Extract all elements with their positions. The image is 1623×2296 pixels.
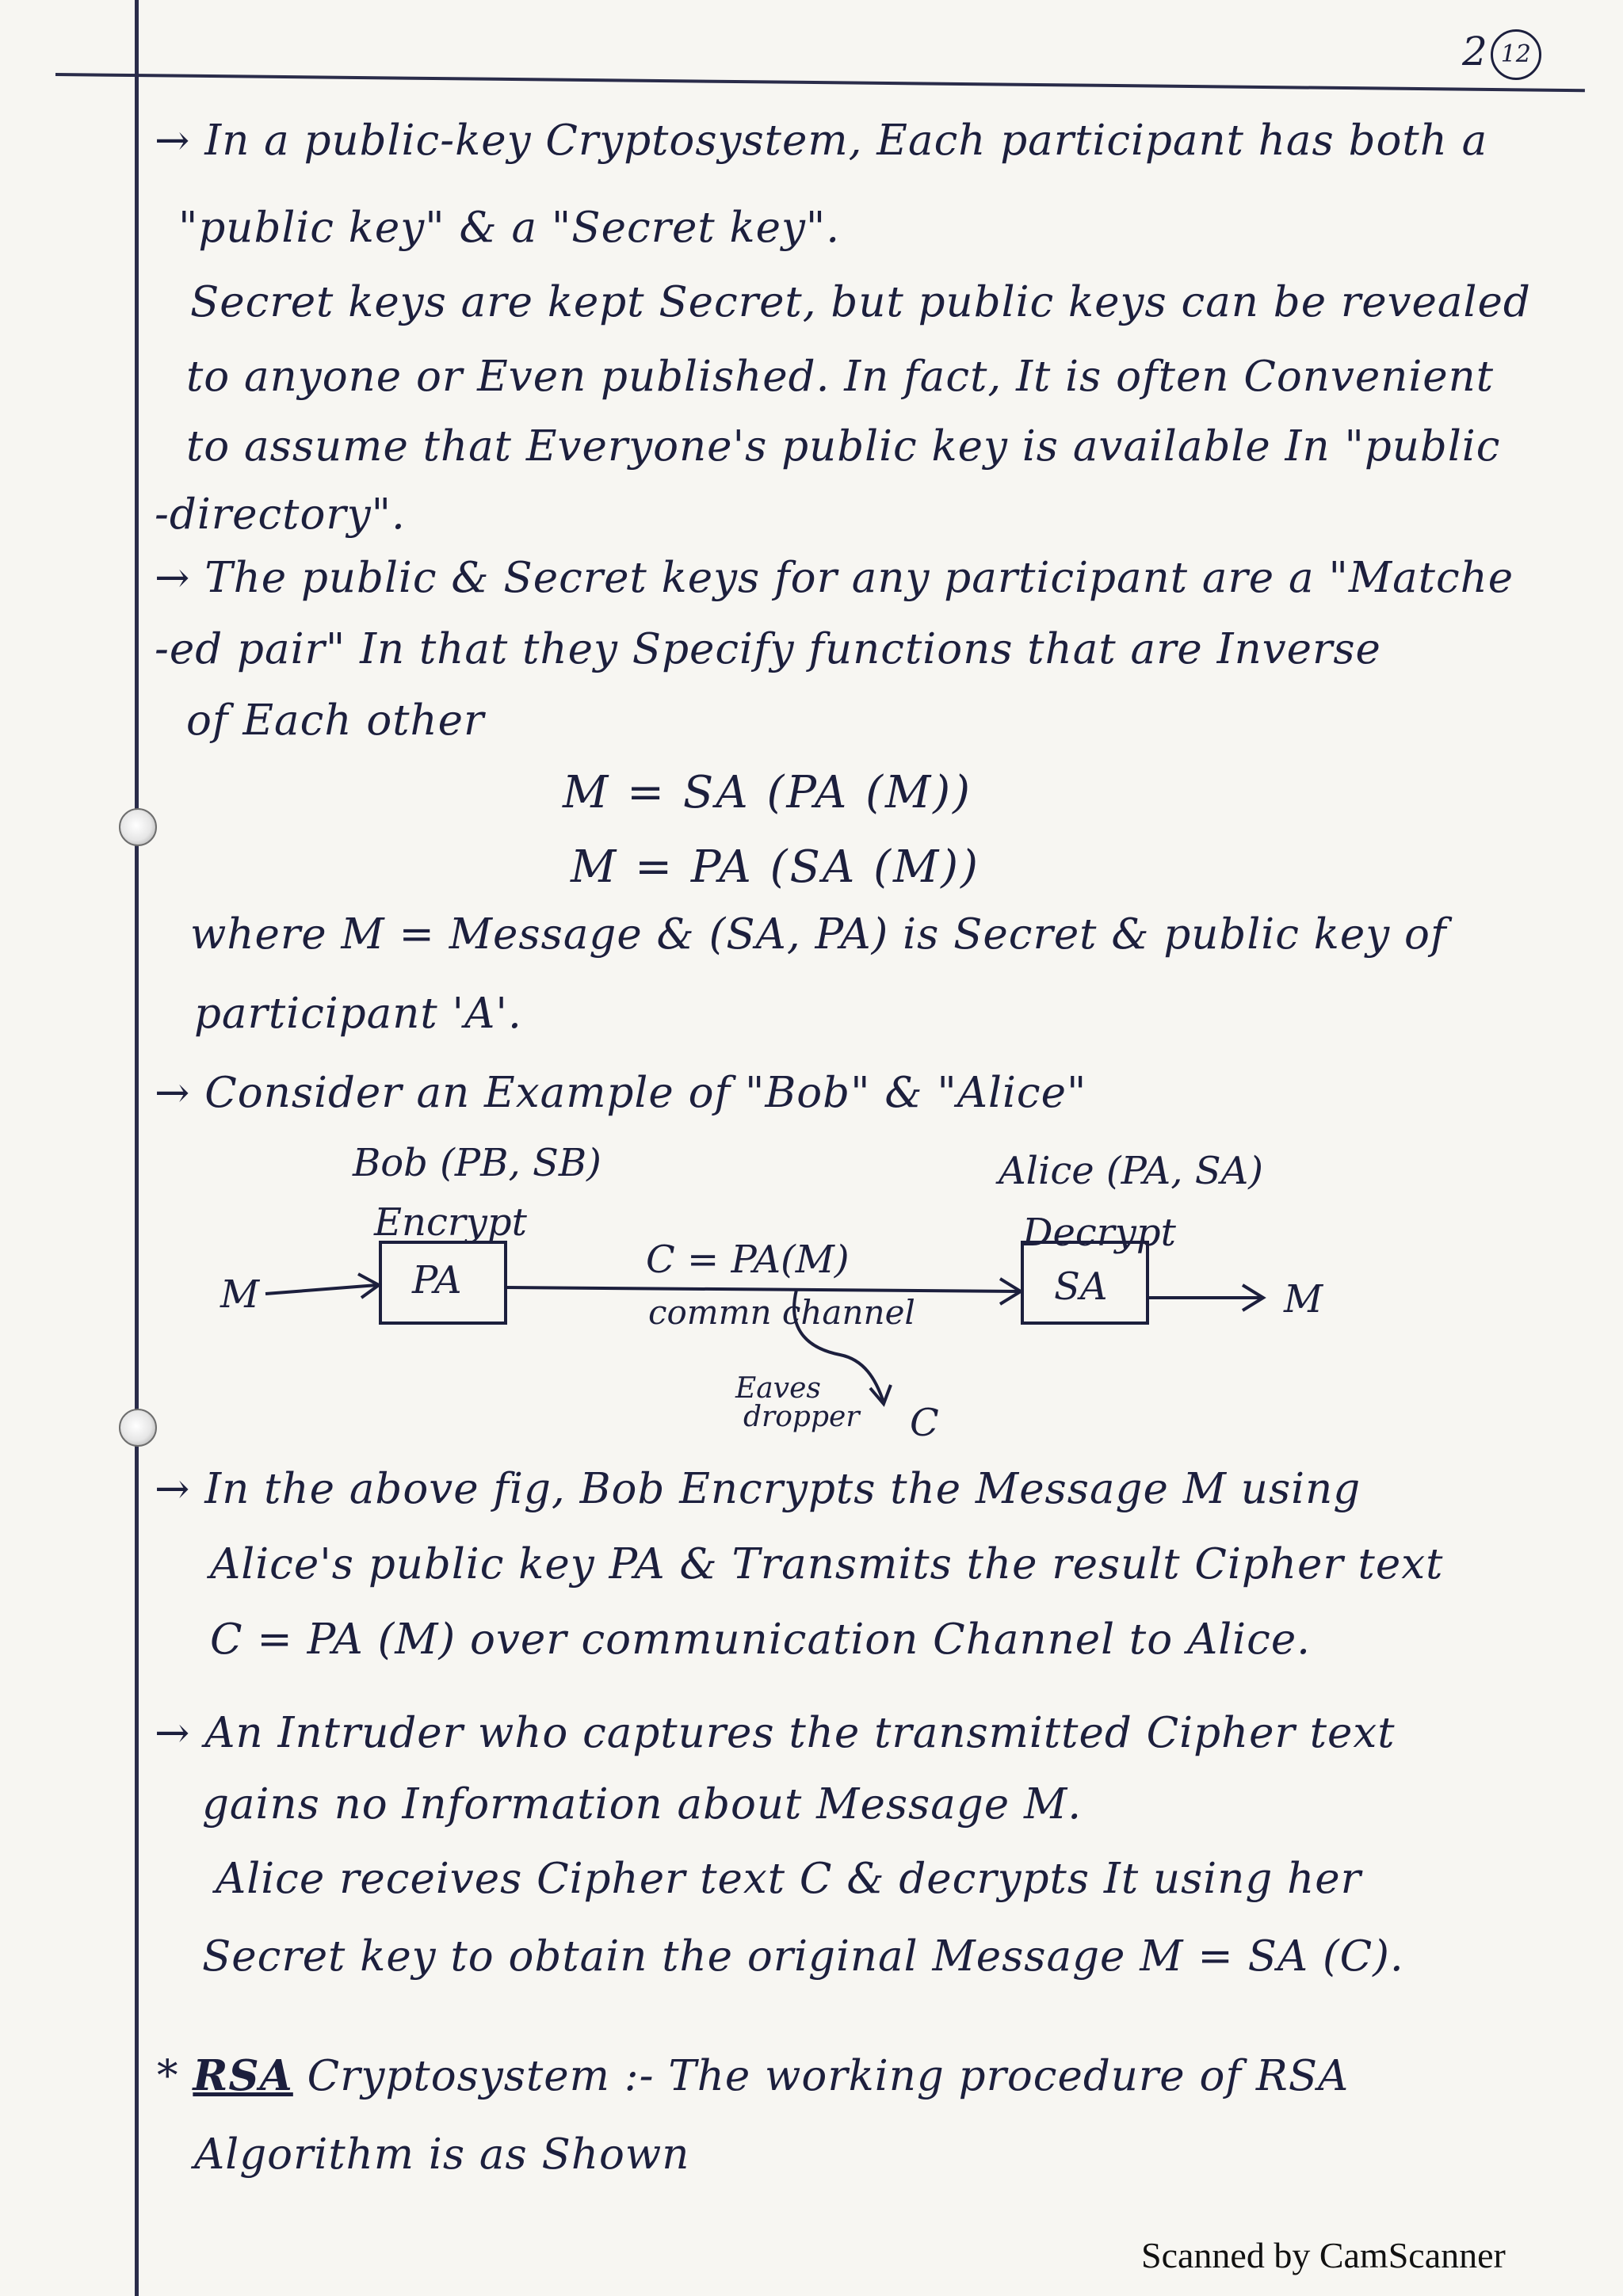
eavesdropper-cipher: C — [910, 1401, 939, 1445]
equation: M = SA (PA (M)) — [563, 767, 972, 818]
decrypt-box-label: SA — [1054, 1264, 1108, 1309]
decrypt-label: Decrypt — [1022, 1211, 1176, 1255]
channel-arrow — [506, 1287, 1019, 1291]
channel-label: commn channel — [648, 1293, 915, 1332]
cipher-label: C = PA(M) — [646, 1238, 850, 1282]
page-number-main: 2 — [1462, 29, 1487, 74]
alice-label: Alice (PA, SA) — [999, 1149, 1263, 1193]
rsa-heading-rest: Cryptosystem :- The working procedure of RSA — [307, 2052, 1350, 2100]
input-message: M — [220, 1272, 260, 1317]
para3-line: Alice's public key PA & Transmits the result Cipher text — [210, 1540, 1444, 1589]
page-number-circled: 12 — [1491, 29, 1541, 80]
para2-line: → The public & Secret keys for any participant are a "Matche — [155, 554, 1514, 602]
para3-line: C = PA (M) over communication Channel to Alice. — [210, 1615, 1312, 1664]
rsa-heading-line — [157, 2052, 1349, 2100]
scanner-watermark: Scanned by CamScanner — [1141, 2235, 1506, 2275]
para1-line: -directory". — [155, 490, 406, 539]
para4-line: → An Intruder who captures the transmitted Cipher text — [155, 1709, 1396, 1757]
para2-line: of Each other — [186, 696, 485, 745]
rsa-heading: RSA — [193, 2051, 293, 2100]
encrypt-box-label: PA — [412, 1258, 462, 1302]
eavesdropper-label: Eaves — [735, 1372, 821, 1405]
input-arrow — [265, 1285, 377, 1294]
para1-line: Secret keys are kept Secret, but public keys can be revealed — [190, 278, 1531, 326]
encrypt-label: Encrypt — [374, 1200, 527, 1245]
para2-line: -ed pair" In that they Specify functions that are Inverse — [155, 625, 1381, 673]
para1-line: to assume that Everyone's public key is available In "public — [186, 422, 1501, 471]
example-line: → Consider an Example of "Bob" & "Alice" — [155, 1069, 1087, 1117]
eavesdropper-label: dropper — [743, 1401, 860, 1433]
rsa-bullet: * — [157, 2052, 179, 2100]
rsa-line: Algorithm is as Shown — [194, 2130, 690, 2179]
bob-label: Bob (PB, SB) — [353, 1141, 601, 1185]
para1-line: to anyone or Even published. In fact, It is often Convenient — [186, 353, 1495, 401]
para4-line: gains no Information about Message M. — [202, 1780, 1083, 1829]
where-line: where M = Message & (SA, PA) is Secret & public key of — [190, 910, 1447, 959]
where-line: participant 'A'. — [194, 990, 522, 1038]
para4-line: Alice receives Cipher text C & decrypts It using her — [216, 1855, 1361, 1903]
para3-line: → In the above fig, Bob Encrypts the Message M using — [155, 1465, 1361, 1513]
para1-line: → In a public-key Cryptosystem, Each participant has both a — [155, 116, 1488, 165]
para4-line: Secret key to obtain the original Message M = SA (C). — [202, 1932, 1404, 1981]
equation: M = PA (SA (M)) — [571, 841, 980, 893]
para1-line: "public key" & a "Secret key". — [178, 204, 841, 252]
output-message: M — [1284, 1277, 1323, 1322]
